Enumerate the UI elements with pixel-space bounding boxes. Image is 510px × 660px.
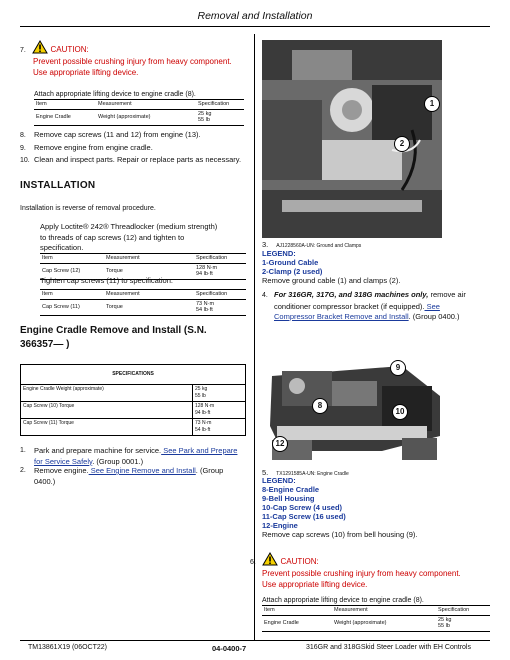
step-text-main: Park and prepare machine for service.	[34, 446, 162, 455]
legend-fig2	[262, 476, 346, 530]
step-text-main: Remove engine.	[34, 466, 89, 475]
step-number: 8.	[20, 132, 26, 139]
step-number: 9.	[20, 144, 26, 152]
table-cell: Cap Screw (12)	[40, 263, 104, 279]
table-cell: Torque	[104, 263, 194, 279]
callout-10: 10	[392, 404, 408, 420]
footer-doc-id: TM13861X19 (06OCT22)	[28, 644, 107, 651]
step-number: 3.	[262, 240, 269, 249]
list-item	[20, 130, 252, 142]
table-header: Measurement	[104, 255, 194, 263]
rule	[262, 605, 490, 606]
table-header: Measurement	[96, 101, 196, 109]
callout-12: 12	[272, 436, 288, 452]
legend-item: 12-Engine	[262, 521, 298, 530]
legend-item: 11-Cap Screw (16 used)	[262, 512, 346, 521]
table-cell: Engine Cradle	[262, 615, 332, 631]
engine-cradle-heading	[20, 324, 248, 352]
spec-value-cell	[193, 419, 246, 436]
caution-text-1: Prevent possible crushing injury from heavy component.	[262, 569, 461, 578]
specifications-title: SPECIFICATIONS	[21, 365, 246, 385]
loctite-instruction	[40, 222, 250, 254]
warning-triangle-icon	[262, 552, 278, 566]
legend-item: 9-Bell Housing	[262, 494, 315, 503]
text-line: specification.	[40, 243, 84, 252]
spec-value: 128 N·m	[196, 264, 218, 271]
step-4-emphasis: For 316GR, 317G, and 318G machines only,	[274, 290, 429, 299]
spec-label: Cap Screw (11) Torque	[21, 419, 193, 436]
caution-label: CAUTION:	[50, 45, 89, 54]
attach-instruction: Attach appropriate lifting device to engine cradle (8).	[34, 91, 196, 98]
spec-value: 55 lb	[198, 117, 210, 123]
callout-9: 9	[390, 360, 406, 376]
list-item	[20, 155, 252, 167]
table-cell: Weight (approximate)	[96, 109, 196, 125]
step-number: 2.	[20, 467, 26, 474]
table-cell	[436, 615, 490, 631]
engine-cradle-weight-table-2	[262, 607, 490, 632]
callout-1: 1	[424, 96, 440, 112]
spec-label: Cap Screw (10) Torque	[21, 402, 193, 419]
step-text: Clean and inspect parts. Repair or replace parts as necessary.	[34, 155, 242, 164]
legend-item: 2-Clamp (2 used)	[262, 267, 323, 276]
spec-value: 94 lb·ft	[195, 410, 211, 416]
header-rule	[20, 26, 490, 27]
callout-2: 2	[394, 136, 410, 152]
park-and-prepare-link[interactable]: See Park and Prepare for Service Safely	[34, 446, 238, 466]
table-header: Specification	[194, 255, 246, 263]
spec-value: 25 kg	[198, 110, 212, 117]
step-text	[34, 446, 246, 467]
table-cell: Weight (approximate)	[332, 615, 436, 631]
see-link[interactable]: See	[424, 301, 440, 311]
figure-caption: TX1291585A-UN: Engine Cradle	[276, 471, 349, 477]
legend-title: LEGEND:	[262, 249, 296, 258]
cradle-step-2	[20, 466, 250, 487]
table-header: Item	[40, 255, 104, 263]
engine-cradle-photo	[262, 356, 442, 468]
spec-value: 25 kg	[195, 386, 208, 392]
step-number: 7.	[20, 47, 26, 54]
spec-value: 55 lb	[438, 623, 450, 629]
warning-triangle-icon	[32, 40, 48, 54]
spec-value-cell	[193, 385, 246, 402]
installation-heading: INSTALLATION	[20, 180, 96, 191]
legend-fig1	[262, 249, 322, 276]
step-7-caution	[20, 40, 248, 78]
step-text: remove air	[428, 290, 466, 299]
step-number: 6.	[250, 559, 256, 566]
rule	[34, 99, 244, 100]
engine-remove-install-link[interactable]: See Engine Remove and Install	[88, 466, 196, 475]
spec-value-cell	[193, 402, 246, 419]
group-reference: . (Group 0001.)	[92, 456, 144, 466]
rule	[40, 289, 246, 290]
table-cell: Engine Cradle	[34, 109, 96, 125]
legend-item: 1-Ground Cable	[262, 258, 319, 267]
table-cell: Torque	[104, 299, 194, 315]
compressor-bracket-link[interactable]: Compressor Bracket Remove and Install	[274, 312, 409, 321]
step-text: Remove engine from engine cradle.	[34, 142, 153, 152]
heading-line: Engine Cradle Remove and Install (S.N.	[20, 325, 207, 336]
step-3-text: Remove ground cable (1) and clamps (2).	[262, 276, 401, 285]
spec-value: 25 kg	[438, 616, 452, 623]
footer-manual-title: 316GR and 318GSkid Steer Loader with EH Controls	[306, 644, 471, 651]
engine-photo-illustration	[262, 40, 442, 238]
step-text: conditioner compressor bracket (if equipped).	[274, 301, 425, 311]
step-text: Remove cap screws (11 and 12) from engine (13).	[34, 130, 201, 139]
spec-value: 73 N·m	[196, 300, 215, 307]
engine-cradle-illustration	[262, 356, 442, 468]
table-header: Item	[34, 101, 96, 109]
tighten-instruction: Tighten cap screws (11) to specification.	[40, 276, 173, 285]
spec-value: 128 N·m	[195, 403, 215, 409]
legend-item: 10-Cap Screw (4 used)	[262, 503, 343, 512]
table-cell	[196, 109, 244, 125]
legend-item: 8-Engine Cradle	[262, 485, 320, 494]
table-header: Item	[262, 607, 332, 615]
table-header: Specification	[196, 101, 244, 109]
table-cell: Cap Screw (11)	[40, 299, 104, 315]
specifications-table	[20, 364, 246, 436]
legend-title: LEGEND:	[262, 476, 296, 485]
group-reference: . (Group 0400.)	[408, 312, 460, 321]
step-list	[20, 130, 252, 167]
caution-text-2: Use appropriate lifting device.	[262, 580, 368, 589]
spec-value: 94 lb·ft	[196, 271, 213, 277]
step-5-text: Remove cap screws (10) from bell housing (9).	[262, 530, 418, 539]
ground-and-clamps-photo	[262, 40, 442, 238]
caution-text-2: Use appropriate lifting device.	[33, 68, 139, 77]
attach-instruction: Attach appropriate lifting device to engine cradle (8).	[262, 597, 424, 604]
text-line: to threads of cap screws (12) and tighten to	[40, 232, 185, 242]
spec-value: 54 lb·ft	[195, 427, 211, 433]
rule	[40, 253, 246, 254]
table-header: Specification	[436, 607, 490, 615]
spec-label: Engine Cradle Weight (approximate)	[21, 385, 193, 402]
list-item	[20, 143, 252, 155]
step-number: 4.	[262, 292, 268, 299]
engine-cradle-weight-table	[34, 101, 244, 126]
footer-rule	[20, 640, 490, 641]
figure-caption: AJ1228560A-UN: Ground and Clamps	[276, 243, 362, 249]
text-line: Apply Loctite® 242® Threadlocker (medium strength)	[40, 222, 218, 231]
installation-reverse-note: Installation is reverse of removal procedure.	[20, 205, 156, 212]
table-header: Measurement	[332, 607, 436, 615]
step-number: 10.	[20, 157, 30, 164]
step-number: 1.	[20, 447, 26, 454]
table-header: Measurement	[104, 291, 194, 299]
group-reference: . (Group 0400.)	[34, 466, 224, 486]
cradle-step-1	[20, 446, 250, 467]
cap-screw-11-table	[40, 291, 246, 316]
spec-value: 54 lb·ft	[196, 307, 213, 313]
table-header: Item	[40, 291, 104, 299]
table-cell	[194, 299, 246, 315]
column-divider	[254, 34, 255, 640]
spec-value: 55 lb	[195, 393, 206, 399]
step-6-caution	[250, 552, 490, 590]
caution-text-1: Prevent possible crushing injury from heavy component.	[33, 57, 232, 66]
caution-label: CAUTION:	[280, 557, 319, 566]
step-3	[262, 240, 492, 249]
step-text	[34, 466, 246, 487]
table-cell	[194, 263, 246, 279]
footer-page-number: 04-0400-7	[212, 644, 247, 653]
heading-line: 366357— )	[20, 339, 70, 350]
step-number: 5.	[262, 468, 269, 477]
spec-value: 73 N·m	[195, 420, 212, 426]
callout-8: 8	[312, 398, 328, 414]
step-4	[262, 290, 492, 323]
page-header-title: Removal and Installation	[197, 10, 313, 22]
table-header: Specification	[194, 291, 246, 299]
